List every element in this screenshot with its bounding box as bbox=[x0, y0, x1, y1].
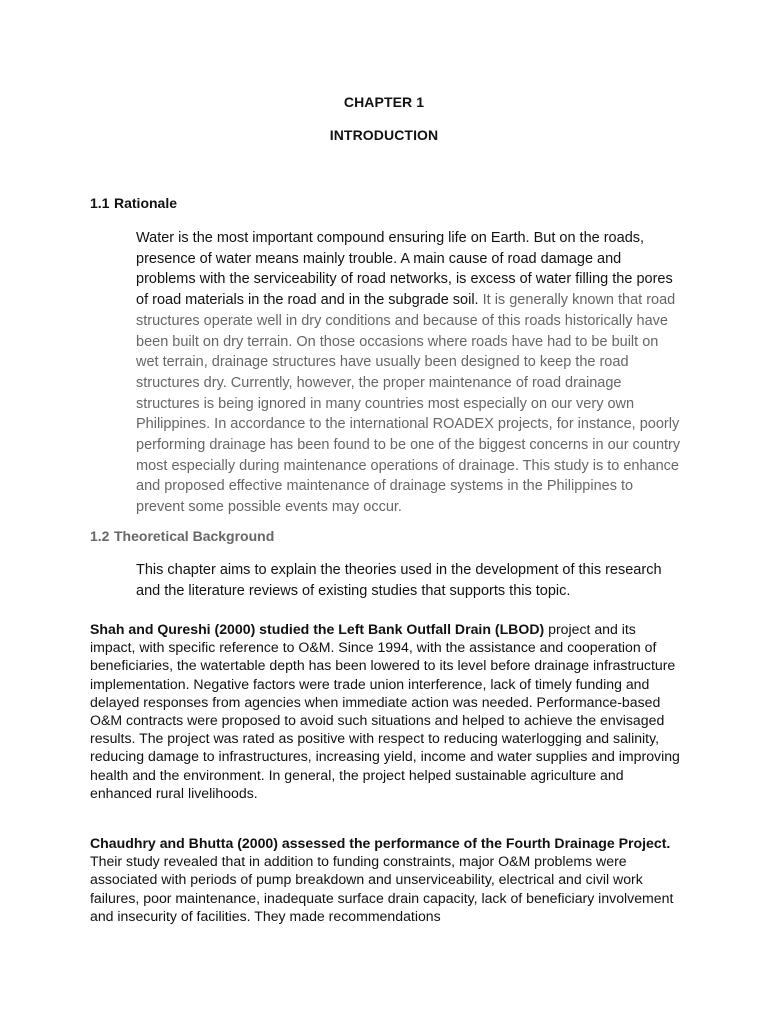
review-paragraph bbox=[90, 834, 682, 925]
rationale-text: Water is the most important compound ensuring life on Earth. But on the roads, presence of water means mainly trouble. A main cause of road damage and problems with the serviceability of road networks, is excess of water filling the pores of road materials in the road and in the subgrade soil. bbox=[136, 230, 673, 309]
chapter-title: CHAPTER 1 bbox=[343, 94, 425, 110]
section-number: 1.2 bbox=[90, 528, 110, 544]
rationale-text-gray: It is generally known that road structures operate well in dry conditions and because of this roads historically have been built on dry terrain. On those occasions where roads have had to be built on wet terrain, drainage structures have usually been designed to keep the road structures dry. Currently, however, the proper maintenance of road drainage structures is being ignored in many countries most especially on our very own Philippines. In accordance to the international ROADEX projects, for instance, poorly performing drainage has been found to be one of the biggest concerns in our country most especially during maintenance operations of drainage. This study is to enhance and proposed effective maintenance of drainage systems in the Philippines to prevent some possible events may occur. bbox=[136, 292, 681, 516]
theoretical-paragraph: This chapter aims to explain the theories used in the development of this research and the literature reviews of existing studies that supports this topic. bbox=[136, 562, 662, 599]
review-citation: Shah and Qureshi (2000) studied the Left Bank Outfall Drain (LBOD) bbox=[90, 621, 545, 637]
review-paragraph bbox=[90, 620, 682, 802]
section-heading-rationale bbox=[90, 195, 177, 211]
section-title: Theoretical Background bbox=[114, 528, 275, 544]
section-heading-theoretical bbox=[90, 528, 274, 544]
section-number: 1.1 bbox=[90, 195, 110, 211]
review-text: Their study revealed that in addition to funding constraints, major O&M problems were associated with periods of pump breakdown and unserviceability, electrical and civil work failures, poor maintenance, inadequate surface drain capacity, lack of beneficiary involvement and insecurity of facilities. They made recommendations bbox=[90, 853, 674, 924]
rationale-paragraph bbox=[136, 228, 684, 518]
section-title: Rationale bbox=[114, 195, 178, 211]
chapter-subtitle: INTRODUCTION bbox=[329, 127, 439, 143]
review-text: project and its impact, with specific reference to O&M. Since 1994, with the assistance and cooperation of beneficiaries, the watertable depth has been lowered to its level before drainage infrastructure implementation. Negative factors were trade union interference, lack of timely funding and delayed responses from agencies when immediate action was needed. Performance-based O&M contracts were proposed to avoid such situations and helped to achieve the envisaged results. The project was rated as positive with respect to reducing waterlogging and salinity, reducing damage to infrastructures, increasing yield, income and water supplies and improving health and the environment. In general, the project helped sustainable agriculture and enhanced rural livelihoods. bbox=[90, 621, 680, 801]
review-citation: Chaudhry and Bhutta (2000) assessed the performance of the Fourth Drainage Project. bbox=[90, 835, 671, 851]
